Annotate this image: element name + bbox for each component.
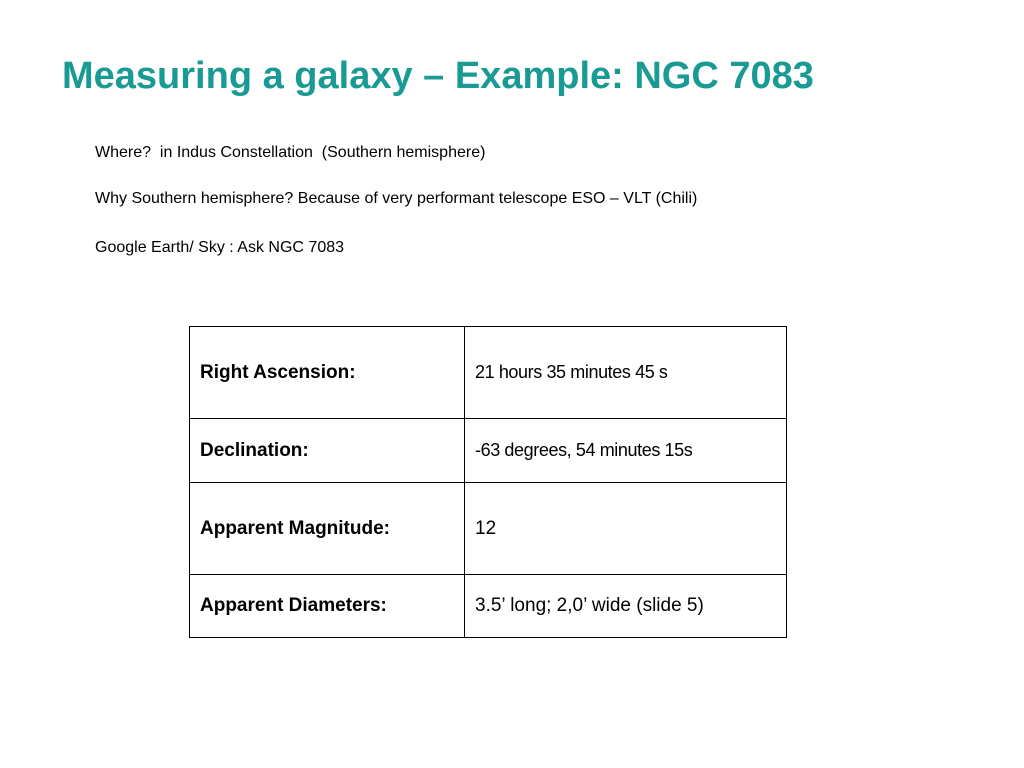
apparent-diameters-label: Apparent Diameters: — [190, 575, 465, 638]
table-row-apparent-magnitude — [190, 483, 787, 575]
right-ascension-label: Right Ascension: — [190, 327, 465, 419]
table-row-apparent-diameters — [190, 575, 787, 638]
table-row-right-ascension — [190, 327, 787, 419]
apparent-magnitude-value: 12 — [465, 483, 787, 575]
hemisphere-reason-text: Why Southern hemisphere? Because of very performant telescope ESO – VLT (Chili) — [95, 190, 698, 207]
apparent-magnitude-label: Apparent Magnitude: — [190, 483, 465, 575]
slide-title: Measuring a galaxy – Example: NGC 7083 — [62, 55, 814, 97]
google-earth-text: Google Earth/ Sky : Ask NGC 7083 — [95, 239, 345, 256]
galaxy-data-table — [189, 326, 787, 638]
declination-label: Declination: — [190, 419, 465, 483]
location-text: Where? in Indus Constellation (Southern hemisphere) — [95, 144, 486, 161]
declination-value: -63 degrees, 54 minutes 15s — [465, 419, 787, 483]
right-ascension-value: 21 hours 35 minutes 45 s — [465, 327, 787, 419]
table-row-declination — [190, 419, 787, 483]
apparent-diameters-value: 3.5’ long; 2,0’ wide (slide 5) — [465, 575, 787, 638]
